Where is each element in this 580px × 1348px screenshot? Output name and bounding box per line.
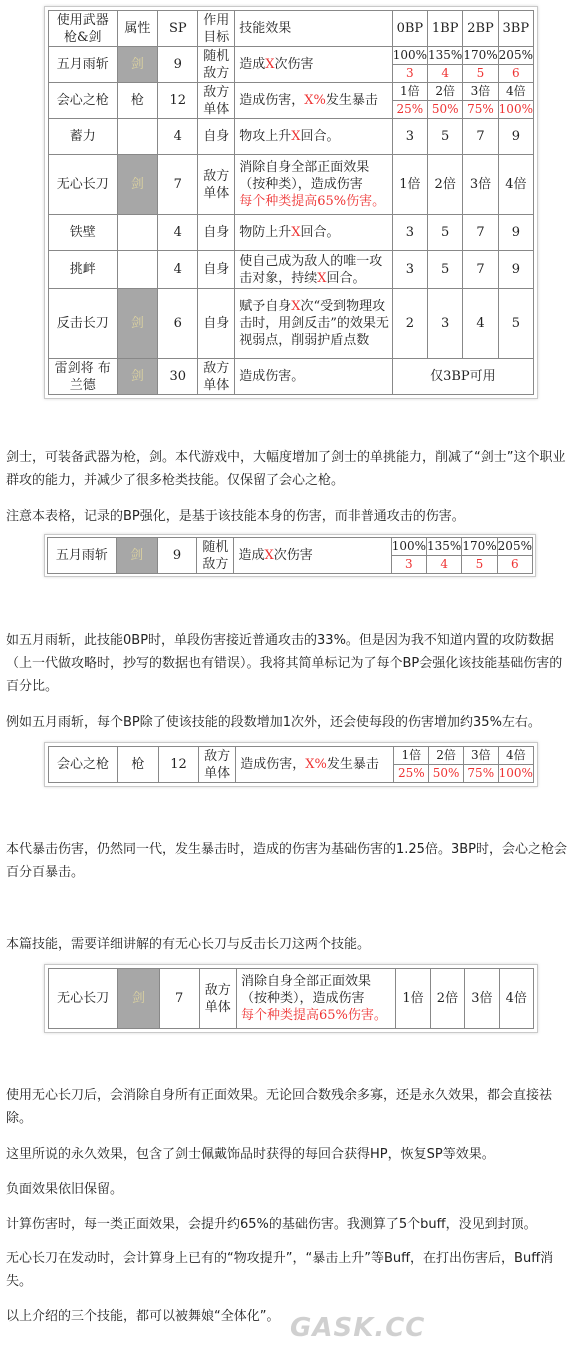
sp-cell: 9 [158,47,198,83]
bp3-cell [498,47,533,83]
paragraph: 如五月雨斩，此技能0BP时，单段伤害接近普通攻击的33%。但是因为我不知道内置的攻防数据（上一代做攻略时，抄写的数据也有错误）。我将其简单标记为了每个BP会强化该技能基础伤害的百分比。 [6,633,563,694]
attr-cell: 枪 [117,83,158,119]
bp0-cell: 2 [392,289,427,359]
target-cell: 敌方 单体 [199,747,236,783]
effect-var: X [317,270,327,286]
bp0-cell: 1倍 [392,155,427,215]
bp-hits: 4 [427,555,461,573]
skill-name: 雷剑将 布兰德 [49,359,118,395]
bp-merged-cell: 仅3BP可用 [392,359,533,395]
effect-cell [235,155,393,215]
skill-name: 挑衅 [49,251,118,289]
effect-cell [235,83,393,119]
effect-text: 次伤害 [273,548,313,563]
paragraph: 这里所说的永久效果，包含了剑士佩戴饰品时获得的每回合获得HP，恢复SP等效果。 [6,1147,495,1162]
sp-cell: 12 [158,83,198,119]
effect-text: 次伤害 [274,57,314,72]
bp1-cell: 3 [428,289,463,359]
bp-pct: 135% [428,48,463,62]
bp-hits: 5 [463,64,497,82]
effect-cell [236,747,394,783]
sp-cell: 30 [158,359,198,395]
skill-table-samidare [47,537,533,574]
bp-pct: 135% [427,539,462,553]
effect-text: 回合。 [326,270,366,286]
bp1-cell: 2倍 [430,969,464,1029]
skill-table-excerpt [44,534,536,577]
table-header-row [49,11,534,47]
effect-var: X [291,299,301,314]
bp0-cell [392,83,427,119]
bp2-cell [462,538,497,574]
table-row [49,215,534,251]
bp-mult: 4倍 [505,748,526,762]
target-cell: 自身 [198,251,235,289]
bp-crit: 100% [498,766,533,780]
bp-pct: 205% [498,48,533,62]
bp-crit: 50% [428,100,462,118]
table-row [49,289,534,359]
effect-text: 使自己成为敌人的唯一攻击对象，持续 [239,253,383,286]
effect-text: 造成伤害， [240,757,306,772]
bp-crit: 75% [463,100,497,118]
bp3-cell [498,747,533,783]
effect-cell [234,538,391,574]
bp2-cell [463,47,498,83]
bp3-cell: 5 [498,289,533,359]
skill-name: 无心长刀 [49,969,118,1029]
bp1-cell: 5 [428,251,463,289]
target-cell: 自身 [198,289,235,359]
header-2bp: 2BP [463,11,498,47]
paragraph: 计算伤害时，每一类正面效果，会提升约65%的基础伤害。我测算了5个buff，没见到封顶。 [6,1217,537,1232]
skill-name: 无心长刀 [49,155,118,215]
header-target: 作用 目标 [198,11,235,47]
attr-cell: 剑 [117,359,158,395]
effect-text: 造成伤害， [239,93,305,108]
bp1-cell: 5 [428,215,463,251]
bp-pct: 100% [391,539,427,553]
bp0-cell: 3 [392,119,427,155]
bp2-cell: 3倍 [465,969,499,1029]
bp-hits: 3 [393,64,427,82]
bp3-cell [497,538,532,574]
header-3bp: 3BP [498,11,533,47]
skill-name: 蓄力 [49,119,118,155]
table-row [49,969,534,1029]
sp-cell: 7 [159,969,199,1029]
bp-crit: 25% [394,764,428,782]
sp-cell: 9 [157,538,197,574]
table-row [49,155,534,215]
bp-crit: 75% [464,764,498,782]
bp-pct: 100% [392,48,428,62]
effect-var: X% [304,93,326,108]
header-1bp: 1BP [428,11,463,47]
target-cell: 随机 敌方 [198,47,235,83]
bp1-cell: 5 [428,119,463,155]
header-0bp: 0BP [392,11,427,47]
bp-pct: 170% [463,48,498,62]
bp-pct: 170% [462,539,497,553]
bp1-cell [427,538,462,574]
table-row [49,47,534,83]
bp3-cell: 4倍 [499,969,533,1029]
bp-mult: 2倍 [436,748,456,762]
bp1-cell: 2倍 [428,155,463,215]
effect-cell [235,251,393,289]
effect-text: 物攻上升 [239,129,292,144]
effect-text: 发生暴击 [325,93,378,108]
bp2-cell: 3倍 [463,155,498,215]
skill-name: 会心之枪 [49,83,118,119]
bp-mult: 4倍 [506,84,526,98]
paragraph: 使用无心长刀后，会消除自身所有正面效果。无论回合数残余多寡，还是永久效果，都会直接祛除。 [6,1088,553,1126]
bp-mult: 1倍 [400,84,420,98]
bp3-cell: 4倍 [498,155,533,215]
bp-hits: 5 [462,555,496,573]
effect-cell [235,215,393,251]
header-effect: 技能效果 [235,11,393,47]
effect-var: X [291,225,301,240]
paragraph: 注意本表格，记录的BP强化，是基于该技能本身的伤害，而非普通攻击的伤害。 [6,509,465,524]
skill-name: 会心之枪 [49,747,118,783]
table-row [48,538,533,574]
effect-cell [235,119,393,155]
bp0-cell: 3 [392,251,427,289]
attr-cell [117,119,158,155]
skill-name: 五月雨斩 [49,47,118,83]
skill-table-critical-spear [48,746,534,783]
target-cell: 敌方 单体 [198,359,235,395]
skill-table-excerpt [44,964,538,1033]
sp-cell: 4 [158,119,198,155]
bp-mult: 3倍 [470,748,491,762]
bp1-cell [429,747,464,783]
skill-name: 五月雨斩 [48,538,117,574]
effect-text: 消除自身全部正面效果（按种类），造成伤害 [240,974,371,1006]
effect-text: 回合。 [300,225,340,240]
skill-table [48,10,534,395]
effect-cell [236,969,395,1029]
paragraph: 无心长刀在发动时，会计算身上已有的“物攻提升”，“暴击上升”等Buff，在打出伤害后，Buff消失。 [6,1251,554,1289]
target-cell: 自身 [198,215,235,251]
table-row [49,83,534,119]
target-cell: 自身 [198,119,235,155]
paragraph: 本代暴击伤害，仍然同一代，发生暴击时，造成的伤害为基础伤害的1.25倍。3BP时，会心之枪会百分百暴击。 [6,842,567,880]
bp0-cell [392,47,427,83]
effect-var: X [291,129,301,144]
sp-cell: 7 [158,155,198,215]
paragraph: 剑士，可装备武器为枪，剑。本代游戏中，大幅度增加了剑士的单挑能力，削减了“剑士”这个职业群攻的能力，并减少了很多枪类技能。仅保留了会心之枪。 [6,450,566,488]
skill-table-main [44,6,538,399]
bp-hits: 6 [498,555,532,573]
header-sp: SP [158,11,198,47]
paragraph: 以上介绍的三个技能，都可以被舞娘“全体化”。 [6,1309,280,1324]
bp2-cell: 7 [463,215,498,251]
effect-highlight: 每个种类提高65%伤害。 [240,1008,387,1023]
bp-hits: 6 [499,64,533,82]
paragraph: 负面效果依旧保留。 [6,1182,124,1197]
effect-var: X [265,57,275,72]
target-cell: 敌方 单体 [198,155,235,215]
bp-pct: 205% [497,539,532,553]
bp3-cell: 9 [498,251,533,289]
attr-cell: 剑 [117,47,158,83]
effect-text: 赋予自身 [239,299,292,314]
sp-cell: 4 [158,251,198,289]
attr-cell [117,215,158,251]
attr-cell: 剑 [116,538,157,574]
paragraph: 本篇技能，需要详细讲解的有无心长刀与反击长刀这两个技能。 [6,937,371,952]
bp-crit: 25% [393,100,427,118]
bp-mult: 3倍 [470,84,491,98]
bp-crit: 50% [429,764,463,782]
sp-cell: 4 [158,215,198,251]
bp3-cell: 9 [498,119,533,155]
attr-cell: 剑 [117,289,158,359]
bp-mult: 2倍 [435,84,455,98]
skill-name: 反击长刀 [49,289,118,359]
table-row [49,251,534,289]
paragraph: 例如五月雨斩，每个BP除了使该技能的段数增加1次外，还会使每段的伤害增加约35%左右。 [6,715,541,730]
bp0-cell: 3 [392,215,427,251]
header-attr: 属性 [117,11,158,47]
bp-crit: 100% [498,102,533,116]
bp2-cell [463,83,498,119]
effect-cell: 造成伤害。 [235,359,393,395]
skill-table-excerpt [44,742,538,787]
effect-text: 造成 [238,548,265,563]
effect-cell [235,289,393,359]
attr-cell: 枪 [117,747,158,783]
attr-cell: 剑 [117,155,158,215]
effect-text: 次“受到物理攻击时，用剑反击”的效果无视弱点，削弱护盾点数 [239,299,389,348]
effect-var: X% [305,757,327,772]
bp3-cell: 9 [498,215,533,251]
sp-cell: 6 [158,289,198,359]
bp-mult: 1倍 [401,748,422,762]
bp0-cell [394,747,429,783]
bp2-cell: 7 [463,251,498,289]
bp-hits: 3 [392,555,426,573]
effect-text: 造成 [239,57,266,72]
bp0-cell [391,538,426,574]
header-weapon: 使用武器 枪&剑 [49,11,118,47]
skill-table-mindless-blade [48,968,534,1029]
bp2-cell [463,747,498,783]
skill-name: 铁壁 [49,215,118,251]
attr-cell [117,251,158,289]
target-cell: 敌方 单体 [199,969,236,1029]
site-watermark: GASK.CC [290,1313,426,1343]
effect-highlight: 每个种类提高65%伤害。 [239,194,386,209]
bp0-cell: 1倍 [396,969,430,1029]
table-row [49,747,534,783]
effect-text: 物防上升 [239,225,292,240]
effect-text: 回合。 [300,129,340,144]
target-cell: 敌方 单体 [198,83,235,119]
bp-hits: 4 [428,64,462,82]
bp2-cell: 7 [463,119,498,155]
target-cell: 随机 敌方 [197,538,234,574]
bp2-cell: 4 [463,289,498,359]
effect-text: 发生暴击 [326,757,379,772]
attr-cell: 剑 [118,969,159,1029]
table-row [49,359,534,395]
bp1-cell [428,83,463,119]
bp3-cell [498,83,533,119]
effect-cell [235,47,393,83]
table-row [49,119,534,155]
effect-text: 消除自身全部正面效果（按种类），造成伤害 [239,160,370,192]
bp1-cell [428,47,463,83]
sp-cell: 12 [158,747,198,783]
effect-var: X [264,548,274,563]
